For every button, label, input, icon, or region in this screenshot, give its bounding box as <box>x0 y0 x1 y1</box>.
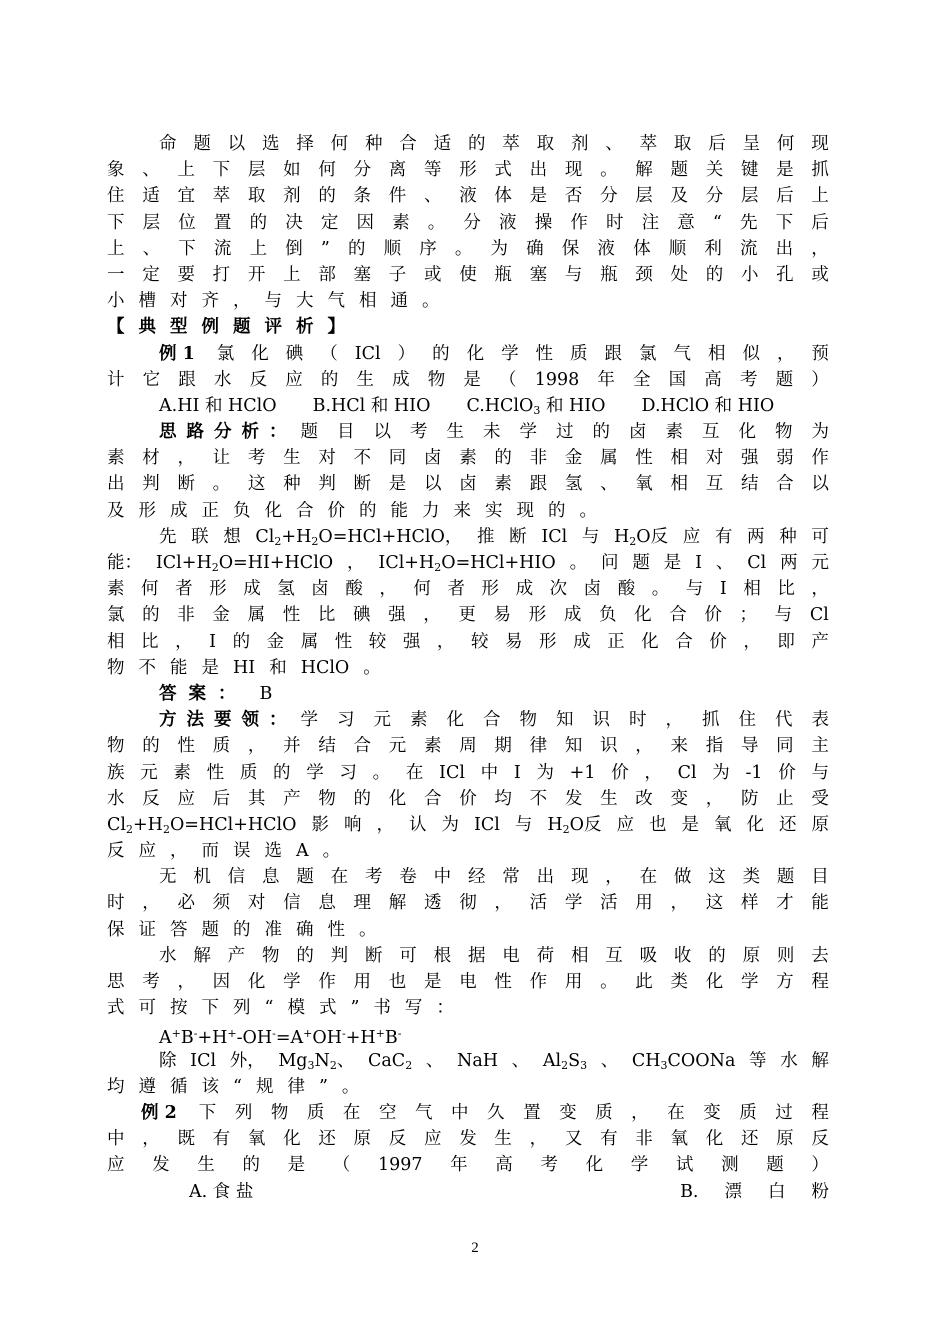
intro-line-1: 命 题 以 选 择 何 种 合 适 的 萃 取 剂 、 萃 取 后 呈 何 现 <box>159 134 829 154</box>
hydrolysis-line-2: 思 考 ， 因 化 学 作 用 也 是 电 性 作 用 。 此 类 化 学 方 程 <box>107 972 829 992</box>
page-number: 2 <box>471 1240 479 1256</box>
method-line-6: 反 应 ， 而 误 选 A 。 <box>107 841 341 862</box>
example2-line-2: 中 ， 既 有 氧 化 还 原 反 应 发 生 ， 又 有 非 氧 化 还 原 反 <box>107 1129 829 1150</box>
example1-label: 例 1 <box>159 343 195 364</box>
example1-options <box>107 393 829 419</box>
analysis-line-4: 及 形 成 正 负 化 合 价 的 能 力 来 实 现 的 。 <box>107 500 597 521</box>
reasoning-line-3: 素 何 者 形 成 氢 卤 酸 ， 何 者 形 成 次 卤 酸 。 与 I 相 比 ， <box>107 579 829 600</box>
analysis-line-2: 素 材 ， 让 考 生 对 不 同 卤 素 的 非 金 属 性 相 对 强 弱 作 <box>107 448 829 469</box>
example2-options <box>107 1179 829 1205</box>
intro-line-6: 一 定 要 打 开 上 部 塞 子 或 使 瓶 塞 与 瓶 颈 处 的 小 孔 或 <box>107 264 829 285</box>
formula-line <box>107 1021 829 1047</box>
info-line-1: 无 机 信 息 题 在 考 卷 中 经 常 出 现 ， 在 做 这 类 题 目 <box>159 867 829 888</box>
hydrolysis-line-3: 式 可 按 下 列 “ 模 式 ” 书 写 ： <box>107 998 454 1019</box>
info-line-2: 时 ， 必 须 对 信 息 理 解 透 彻 ， 活 学 活 用 ， 这 样 才 能 <box>107 893 829 914</box>
option-b: B.HCl 和 HIO <box>312 395 431 416</box>
intro-line-3: 住 适 宜 萃 取 剂 的 条 件 、 液 体 是 否 分 层 及 分 层 后 上 <box>107 186 829 207</box>
method-line-1 <box>107 707 829 733</box>
method-line-5: $Cl_2+H_2O=HCl+HClO$ 影 响 ， 认 为 ICl 与 $H_2O$反 应 也 是 氧 化 还 原 <box>107 814 829 836</box>
answer-line <box>107 681 829 707</box>
example1-text-1: 氯 化 碘 （ ICl ） 的 化 学 性 质 跟 氯 气 相 似 ， 预 <box>216 343 829 364</box>
method-line-2: 物 的 性 质 ， 并 结 合 元 素 周 期 律 知 识 ， 来 指 导 同 主 <box>107 736 829 757</box>
hydrolysis-formula: A+B-+H+-OH-=A+OH-+H+B- <box>159 1027 402 1049</box>
section-heading: 【 典 型 例 题 评 析 】 <box>107 317 345 338</box>
example1-line-1 <box>107 341 829 367</box>
option-b-2: B. 漂 白 粉 <box>680 1181 829 1202</box>
option-d: D.HClO 和 HIO <box>641 395 775 416</box>
analysis-line-3: 出 判 断 。 这 种 判 断 是 以 卤 素 跟 氢 、 氧 相 互 结 合 以 <box>107 474 829 495</box>
document-page <box>107 131 829 1205</box>
intro-line-4: 下 层 位 置 的 决 定 因 素 。 分 液 操 作 时 注 意 “ 先 下 后 <box>107 212 829 233</box>
option-c: C.HClO$_3$ 和 HIO <box>466 395 606 417</box>
option-a-2: A. 食 盐 <box>189 1181 254 1202</box>
analysis-label: 思 路 分 析 ： <box>159 422 287 443</box>
hydrolysis-line-1: 水 解 产 物 的 判 断 可 根 据 电 荷 相 互 吸 收 的 原 则 去 <box>159 945 829 966</box>
example2-line-3: 应 发 生 的 是 （ 1997 年 高 考 化 学 试 测 题 ） <box>107 1155 829 1176</box>
rule-line-2: 均 遵 循 该 “ 规 律 ” 。 <box>107 1076 360 1097</box>
method-line-4: 水 反 应 后 其 产 物 的 化 合 价 均 不 发 生 改 变 ， 防 止 受 <box>107 788 829 809</box>
example2-text-1: 下 列 物 质 在 空 气 中 久 置 变 质 ， 在 变 质 过 程 <box>198 1102 829 1123</box>
example2-label: 例 2 <box>141 1102 177 1123</box>
option-a: A.HI 和 HClO <box>159 395 277 416</box>
method-text-1: 学 习 元 素 化 合 物 知 识 时 ， 抓 住 代 表 <box>300 710 829 731</box>
method-label: 方 法 要 领 ： <box>159 710 287 731</box>
example1-line-2: 计 它 跟 水 反 应 的 生 成 物 是 （ 1998 年 全 国 高 考 题 ） <box>107 369 829 390</box>
reasoning-line-4: 氯 的 非 金 属 性 比 碘 强 ， 更 易 形 成 负 化 合 价 ； 与 Cl <box>107 605 829 626</box>
analysis-line-1 <box>107 419 829 445</box>
example2-line-1 <box>107 1100 829 1126</box>
reasoning-line-1: 先 联 想 $Cl_2+H_2O=HCl+HClO$， 推 断 ICl 与 $H_2O$反 应 有 两 种 可 <box>159 526 829 548</box>
analysis-text-1: 题 目 以 考 生 未 学 过 的 卤 素 互 化 物 为 <box>300 422 829 443</box>
intro-line-2: 象 、 上 下 层 如 何 分 离 等 形 式 出 现 。 解 题 关 键 是 抓 <box>107 160 829 181</box>
info-line-3: 保 证 答 题 的 准 确 性 。 <box>107 919 377 940</box>
method-line-3: 族 元 素 性 质 的 学 习 。 在 ICl 中 I 为 +1 价 ， Cl 为 -1 价 与 <box>107 762 829 783</box>
answer-label: 答 案 ： <box>159 683 236 704</box>
intro-line-5: 上 、 下 流 上 倒 ” 的 顺 序 。 为 确 保 液 体 顺 利 流 出 ， <box>107 238 829 259</box>
reasoning-line-2: 能： $ICl+H_2O=HI+HClO$ ， $ICl+H_2O=HCl+HIO$ 。 问 题 是 I 、 Cl 两 元 <box>107 553 829 574</box>
intro-line-7: 小 槽 对 齐 ， 与 大 气 相 通 。 <box>107 291 440 312</box>
reasoning-line-6: 物 不 能 是 HI 和 HClO 。 <box>107 657 381 678</box>
rule-line-1: 除 ICl 外， $Mg_3N_2$、 CaC$_2$ 、 NaH 、 $Al_2S_3$ 、 $CH_3COONa$ 等 水 解 <box>159 1050 829 1072</box>
reasoning-line-5: 相 比 ， I 的 金 属 性 较 强 ， 较 易 形 成 正 化 合 价 ， 即 产 <box>107 631 829 652</box>
answer-value: B <box>259 683 273 704</box>
